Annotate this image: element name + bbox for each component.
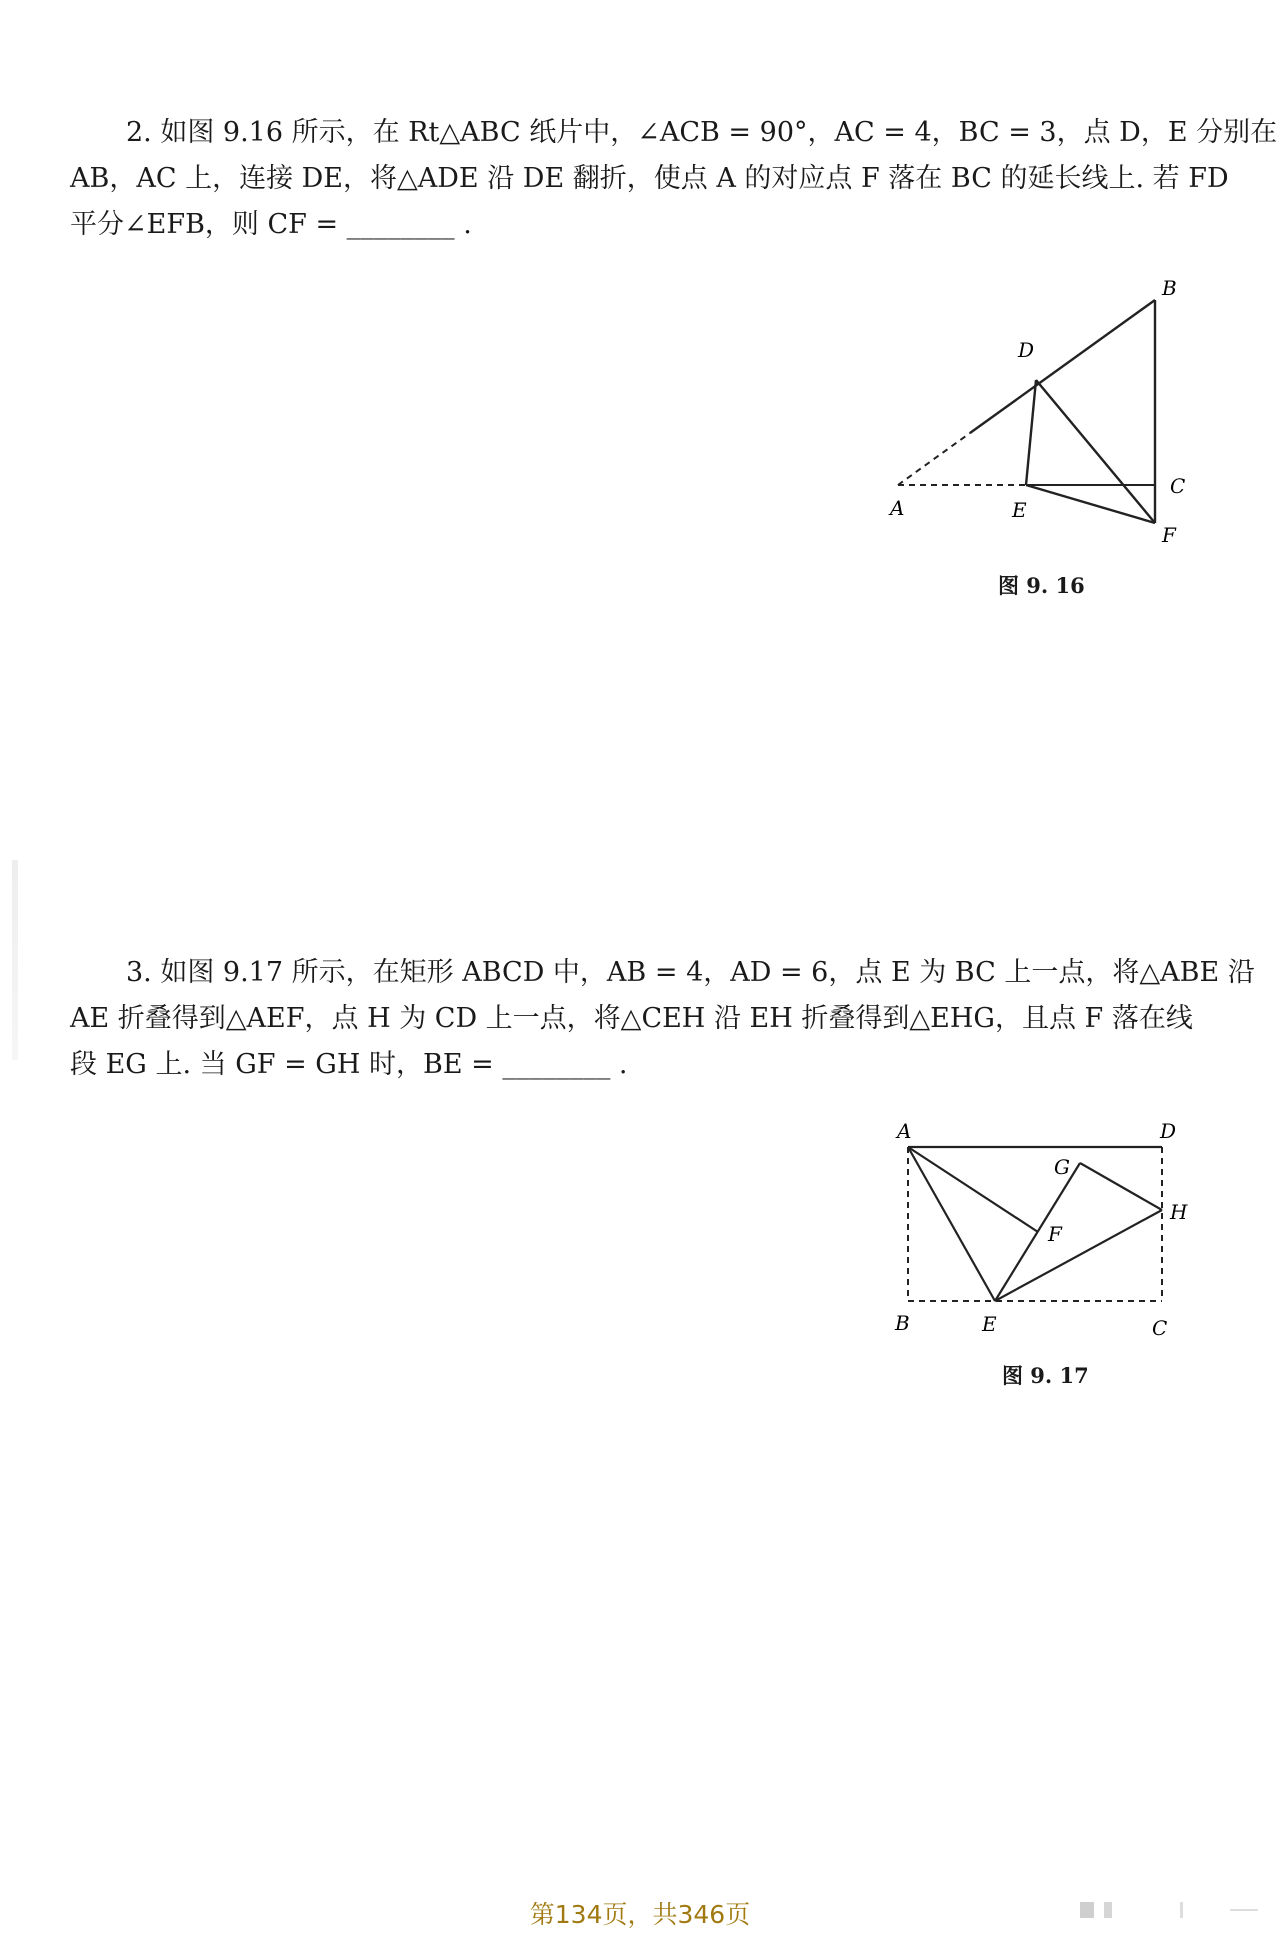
problem-3-line-3: 段 EG 上. 当 GF = GH 时，BE = ________ . [70, 1049, 628, 1080]
figure-9-16-diagram [860, 265, 1220, 600]
problem-2 [70, 110, 1278, 248]
segment-ae [908, 1147, 995, 1301]
scan-mark-2 [1104, 1902, 1112, 1918]
scan-mark-3 [1180, 1902, 1183, 1918]
problem-3 [70, 950, 1255, 1088]
label-a: A [890, 496, 905, 520]
label-f: F [1162, 523, 1176, 547]
label-g: G [1054, 1155, 1070, 1179]
scan-margin-mark [12, 860, 18, 1060]
label-b: B [895, 1311, 910, 1335]
problem-2-line-1: 2. 如图 9.16 所示，在 Rt△ABC 纸片中，∠ACB = 90°，AC = 4，BC = 3，点 D，E 分别在 [126, 117, 1278, 148]
scan-edge-marks [1080, 1900, 1260, 1920]
label-e: E [1012, 498, 1027, 522]
segment-ef [1026, 485, 1155, 523]
page-indicator: 第134页，共346页 [529, 1900, 751, 1929]
problem-3-line-2: AE 折叠得到△AEF，点 H 为 CD 上一点，将△CEH 沿 EH 折叠得到△EHG，且点 F 落在线 [70, 1003, 1193, 1034]
segment-eg [995, 1163, 1080, 1301]
label-d: D [1160, 1119, 1177, 1143]
segment-de [1026, 380, 1036, 485]
label-c: C [1170, 474, 1186, 498]
figure-9-17-caption: 图 9. 17 [1002, 1363, 1089, 1388]
label-d: D [1018, 338, 1035, 362]
label-f: F [1048, 1222, 1062, 1246]
segment-ad-dashed [898, 433, 970, 485]
label-e: E [982, 1312, 997, 1336]
label-c: C [1152, 1316, 1168, 1340]
figure-9-16-caption: 图 9. 16 [998, 573, 1085, 598]
label-b: B [1162, 276, 1177, 300]
problem-2-line-2: AB，AC 上，连接 DE，将△ADE 沿 DE 翻折，使点 A 的对应点 F 落在 BC 的延长线上. 若 FD [70, 163, 1229, 194]
scan-mark-1 [1080, 1902, 1094, 1918]
segment-eh [995, 1210, 1162, 1301]
label-a: A [897, 1119, 912, 1143]
segment-gh [1080, 1163, 1162, 1210]
problem-3-line-1: 3. 如图 9.17 所示，在矩形 ABCD 中，AB = 4，AD = 6，点 E 为 BC 上一点，将△ABE 沿 [126, 957, 1255, 988]
label-h: H [1170, 1200, 1188, 1224]
problem-2-line-3: 平分∠EFB，则 CF = ________ . [70, 209, 472, 240]
figure-9-17-diagram [880, 1105, 1220, 1390]
scan-mark-4 [1230, 1909, 1258, 1911]
segment-af [908, 1147, 1038, 1232]
segment-df [1036, 380, 1155, 523]
